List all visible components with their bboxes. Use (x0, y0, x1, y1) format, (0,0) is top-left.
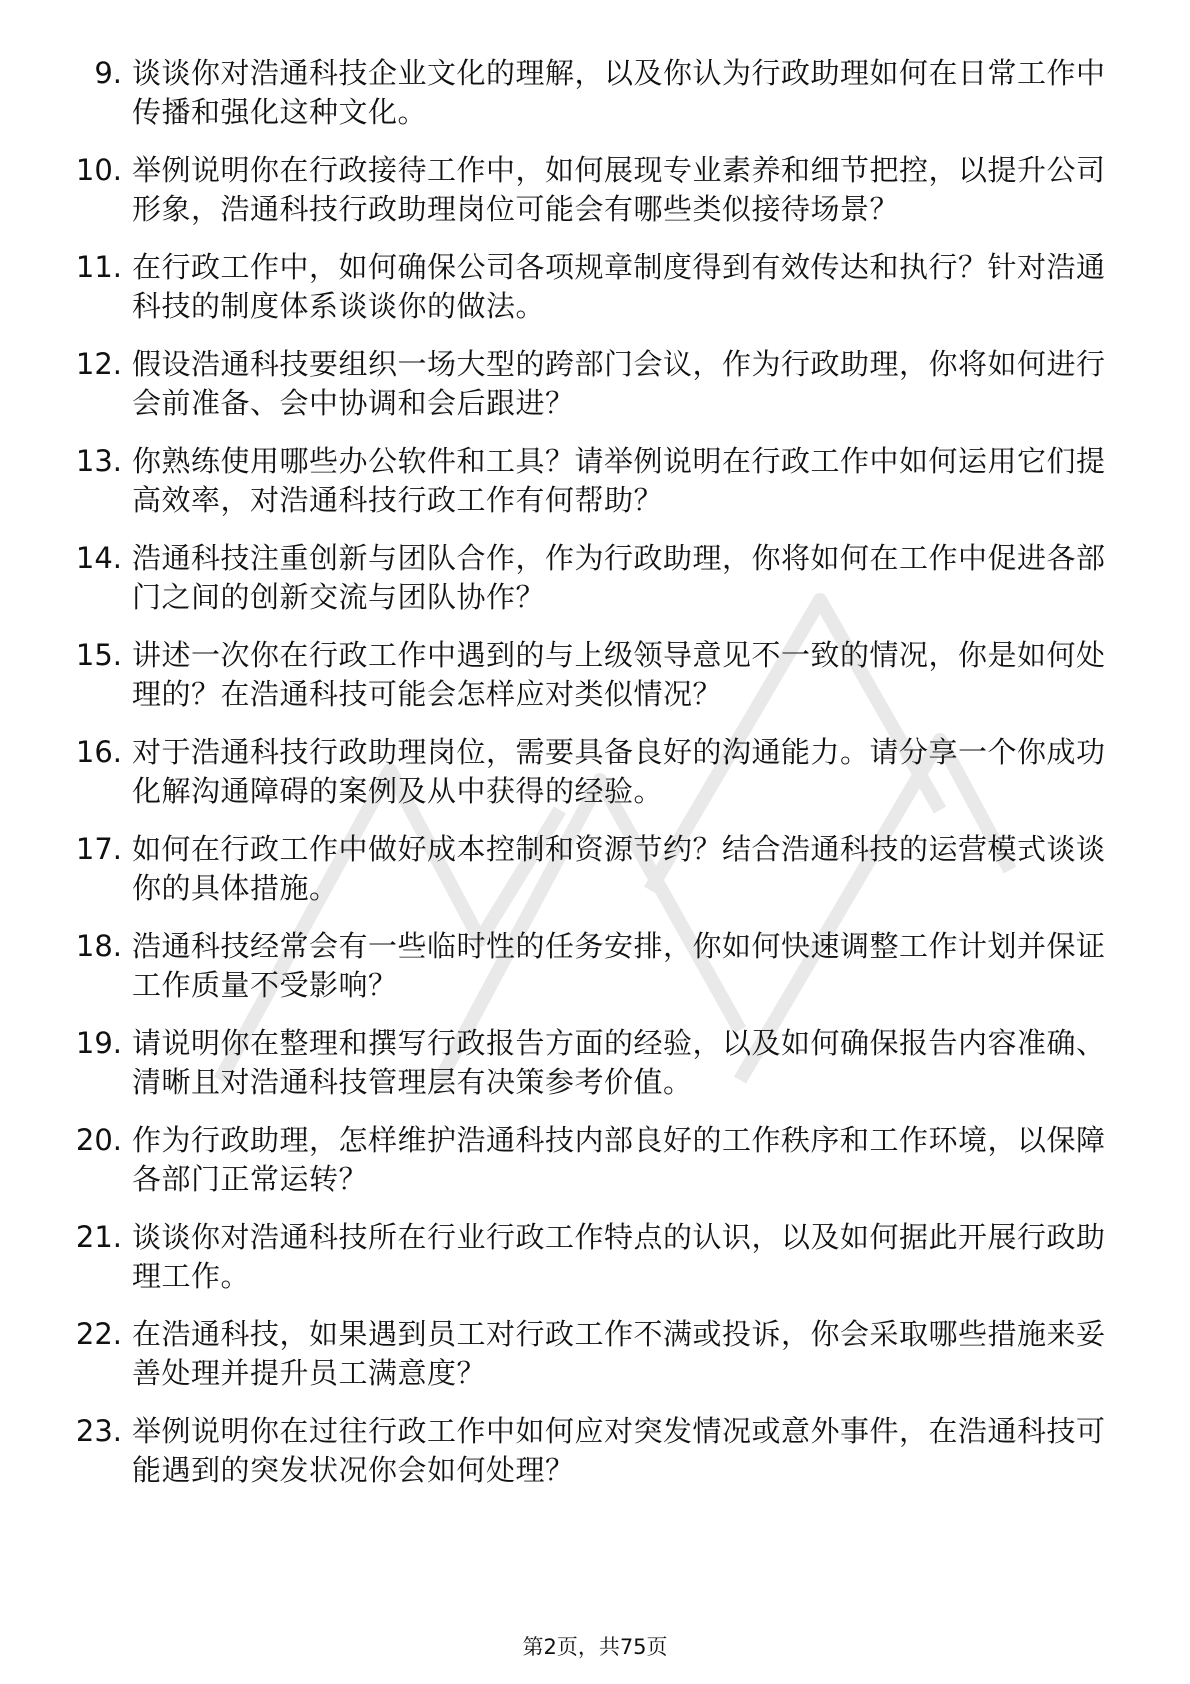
question-number: 20. (75, 1123, 122, 1157)
question-list (40, 54, 1110, 1509)
page-footer (0, 1633, 1190, 1661)
question-number: 23. (75, 1414, 122, 1448)
list-item (40, 248, 1110, 326)
question-number: 14. (75, 541, 122, 575)
list-item (40, 1315, 1110, 1393)
question-number: 9. (94, 56, 122, 90)
list-item (40, 1024, 1110, 1102)
question-text: 作为行政助理，怎样维护浩通科技内部良好的工作秩序和工作环境，以保障各部门正常运转？ (132, 1123, 1106, 1196)
question-text: 浩通科技注重创新与团队合作，作为行政助理，你将如何在工作中促进各部门之间的创新交流与团队协作？ (132, 541, 1106, 614)
list-item (40, 54, 1110, 132)
question-text: 在行政工作中，如何确保公司各项规章制度得到有效传达和执行？针对浩通科技的制度体系谈谈你的做法。 (132, 250, 1106, 323)
question-number: 16. (75, 735, 122, 769)
question-number: 11. (75, 250, 122, 284)
question-text: 请说明你在整理和撰写行政报告方面的经验，以及如何确保报告内容准确、清晰且对浩通科技管理层有决策参考价值。 (132, 1026, 1106, 1099)
question-number: 18. (75, 929, 122, 963)
question-text: 谈谈你对浩通科技所在行业行政工作特点的认识，以及如何据此开展行政助理工作。 (132, 1220, 1106, 1293)
list-item (40, 442, 1110, 520)
question-number: 22. (75, 1317, 122, 1351)
list-item (40, 830, 1110, 908)
question-number: 19. (75, 1026, 122, 1060)
list-item (40, 539, 1110, 617)
question-number: 21. (75, 1220, 122, 1254)
list-item (40, 636, 1110, 714)
list-item (40, 1412, 1110, 1490)
question-text: 在浩通科技，如果遇到员工对行政工作不满或投诉，你会采取哪些措施来妥善处理并提升员工满意度？ (132, 1317, 1106, 1390)
question-text: 你熟练使用哪些办公软件和工具？请举例说明在行政工作中如何运用它们提高效率，对浩通科技行政工作有何帮助？ (132, 444, 1106, 517)
page-number-label: 第2页，共75页 (522, 1635, 668, 1659)
list-item (40, 1121, 1110, 1199)
question-text: 举例说明你在过往行政工作中如何应对突发情况或意外事件，在浩通科技可能遇到的突发状况你会如何处理？ (132, 1414, 1106, 1487)
question-text: 假设浩通科技要组织一场大型的跨部门会议，作为行政助理，你将如何进行会前准备、会中协调和会后跟进？ (132, 347, 1106, 420)
question-number: 13. (75, 444, 122, 478)
list-item (40, 927, 1110, 1005)
list-item (40, 1218, 1110, 1296)
list-item (40, 151, 1110, 229)
question-number: 12. (75, 347, 122, 381)
question-text: 如何在行政工作中做好成本控制和资源节约？结合浩通科技的运营模式谈谈你的具体措施。 (132, 832, 1106, 905)
question-text: 浩通科技经常会有一些临时性的任务安排，你如何快速调整工作计划并保证工作质量不受影响？ (132, 929, 1106, 1002)
question-number: 17. (75, 832, 122, 866)
list-item (40, 345, 1110, 423)
question-text: 谈谈你对浩通科技企业文化的理解，以及你认为行政助理如何在日常工作中传播和强化这种文化。 (132, 56, 1106, 129)
question-number: 10. (75, 153, 122, 187)
question-number: 15. (75, 638, 122, 672)
question-text: 对于浩通科技行政助理岗位，需要具备良好的沟通能力。请分享一个你成功化解沟通障碍的案例及从中获得的经验。 (132, 735, 1106, 808)
question-text: 讲述一次你在行政工作中遇到的与上级领导意见不一致的情况，你是如何处理的？在浩通科技可能会怎样应对类似情况？ (132, 638, 1106, 711)
list-item (40, 733, 1110, 811)
question-text: 举例说明你在行政接待工作中，如何展现专业素养和细节把控，以提升公司形象，浩通科技行政助理岗位可能会有哪些类似接待场景？ (132, 153, 1106, 226)
